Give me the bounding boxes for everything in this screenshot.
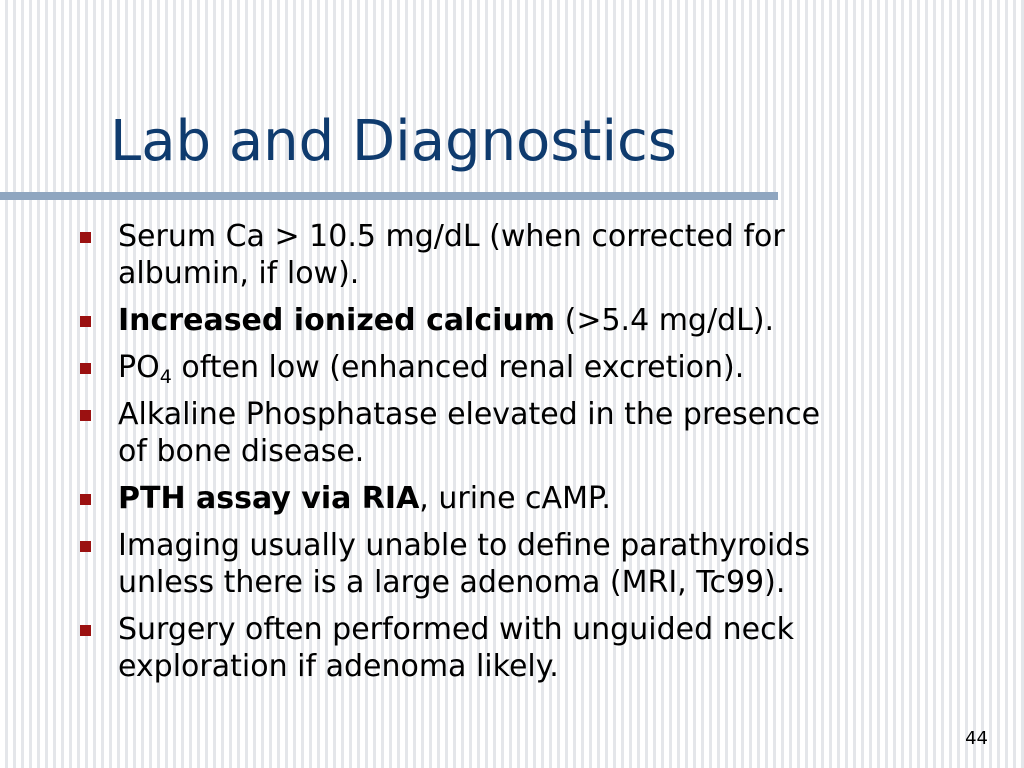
square-bullet-icon bbox=[80, 494, 91, 505]
square-bullet-icon bbox=[80, 541, 91, 552]
bullet-prefix: PO bbox=[118, 350, 160, 385]
bullet-text-line1: Imaging usually unable to define parathyroids bbox=[118, 528, 810, 563]
bullet-subscript: 4 bbox=[159, 366, 172, 388]
square-bullet-icon bbox=[80, 625, 91, 636]
bullet-item-surgery bbox=[80, 611, 980, 685]
bullet-item-po4 bbox=[80, 349, 980, 386]
slide-title: Lab and Diagnostics bbox=[110, 109, 677, 174]
bullet-bold-text: PTH assay via RIA bbox=[118, 481, 420, 516]
bullet-text-line2: of bone disease. bbox=[118, 434, 365, 469]
bullet-text: (>5.4 mg/dL). bbox=[555, 303, 775, 338]
bullet-bold-text: Increased ionized calcium bbox=[118, 303, 556, 338]
bullet-text-line2: albumin, if low). bbox=[118, 256, 360, 291]
bullet-text-line2: unless there is a large adenoma (MRI, Tc99). bbox=[118, 565, 786, 600]
bullet-text: , urine cAMP. bbox=[419, 481, 611, 516]
title-underline bbox=[0, 192, 778, 200]
slide-number: 44 bbox=[965, 728, 988, 749]
bullet-item-serum-ca bbox=[80, 218, 980, 292]
square-bullet-icon bbox=[80, 363, 91, 374]
square-bullet-icon bbox=[80, 232, 91, 243]
bullet-item-imaging bbox=[80, 527, 980, 601]
bullet-item-alkaline-phosphatase bbox=[80, 396, 980, 470]
bullet-text-line1: Surgery often performed with unguided neck bbox=[118, 612, 794, 647]
bullet-list bbox=[80, 218, 980, 695]
bullet-item-ionized-calcium bbox=[80, 302, 980, 339]
bullet-item-pth-assay bbox=[80, 480, 980, 517]
bullet-text-line2: exploration if adenoma likely. bbox=[118, 649, 559, 684]
bullet-text-line1: Alkaline Phosphatase elevated in the presence bbox=[118, 397, 821, 432]
square-bullet-icon bbox=[80, 316, 91, 327]
square-bullet-icon bbox=[80, 410, 91, 421]
bullet-text-line1: Serum Ca > 10.5 mg/dL (when corrected for bbox=[118, 219, 785, 254]
bullet-text: often low (enhanced renal excretion). bbox=[171, 350, 745, 385]
